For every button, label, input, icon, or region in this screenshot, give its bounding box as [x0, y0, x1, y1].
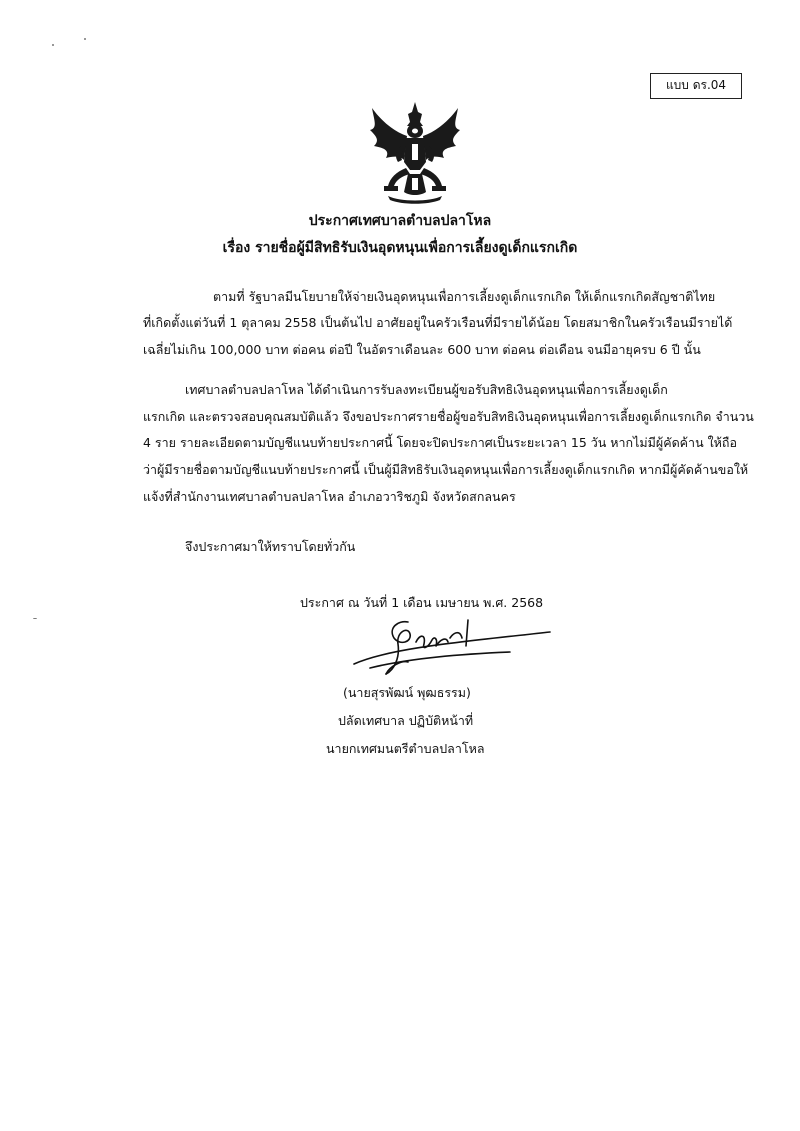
- paragraph-2-line: แรกเกิด และตรวจสอบคุณสมบัติแล้ว จึงขอประกาศรายชื่อผู้ขอรับสิทธิเงินอุดหนุนเพื่อการเลี้ยงดูเด็กแรกเกิด จำนวน: [143, 409, 754, 424]
- signatory-name: (นายสุรพัฒน์ พุฒธรรม): [343, 685, 471, 700]
- form-code-box: แบบ ดร.04: [650, 73, 742, 99]
- announcement-title: ประกาศเทศบาลตำบลปลาโหล: [308, 213, 492, 229]
- paragraph-2-line: แจ้งที่สำนักงานเทศบาลตำบลปลาโหล อำเภอวาริชภูมิ จังหวัดสกลนคร: [143, 489, 516, 504]
- paragraph-2-line: ว่าผู้มีรายชื่อตามบัญชีแนบท้ายประกาศนี้ เป็นผู้มีสิทธิรับเงินอุดหนุนเพื่อการเลี้ยงดูเด็กแรกเกิด หากมีผู้คัดค้านขอให้: [143, 462, 749, 477]
- paragraph-1-line: ตามที่ รัฐบาลมีนโยบายให้จ่ายเงินอุดหนุนเพื่อการเลี้ยงดูเด็กแรกเกิด ให้เด็กแรกเกิดสัญชาติไทย: [213, 289, 716, 304]
- scan-speck: [33, 618, 37, 619]
- scan-speck: [52, 44, 54, 46]
- scan-speck: [84, 38, 86, 40]
- handwritten-signature: [350, 612, 560, 682]
- paragraph-2-line: เทศบาลตำบลปลาโหล ได้ดำเนินการรับลงทะเบียนผู้ขอรับสิทธิเงินอุดหนุนเพื่อการเลี้ยงดูเด็ก: [185, 382, 668, 397]
- closing-line: จึงประกาศมาให้ทราบโดยทั่วกัน: [185, 539, 356, 554]
- announcement-date: ประกาศ ณ วันที่ 1 เดือน เมษายน พ.ศ. 2568: [300, 595, 544, 610]
- announcement-subject: เรื่อง รายชื่อผู้มีสิทธิรับเงินอุดหนุนเพื่อการเลี้ยงดูเด็กแรกเกิด: [222, 240, 578, 256]
- signatory-position: ปลัดเทศบาล ปฏิบัติหน้าที่: [338, 713, 474, 728]
- signatory-acting-position: นายกเทศมนตรีตำบลปลาโหล: [326, 741, 485, 756]
- garuda-emblem-icon: [360, 100, 470, 205]
- paragraph-1-line: เฉลี่ยไม่เกิน 100,000 บาท ต่อคน ต่อปี ในอัตราเดือนละ 600 บาท ต่อคน ต่อเดือน จนมีอายุครบ 6 ปี นั้น: [143, 342, 701, 357]
- paragraph-1-line: ที่เกิดตั้งแต่วันที่ 1 ตุลาคม 2558 เป็นต้นไป อาศัยอยู่ในครัวเรือนที่มีรายได้น้อย โดยสมาชิกในครัวเรือนมีรายได้: [143, 315, 733, 330]
- paragraph-2-line: 4 ราย รายละเอียดตามบัญชีแนบท้ายประกาศนี้ โดยจะปิดประกาศเป็นระยะเวลา 15 วัน หากไม่มีผู้คัดค้าน ให้ถือ: [143, 435, 738, 450]
